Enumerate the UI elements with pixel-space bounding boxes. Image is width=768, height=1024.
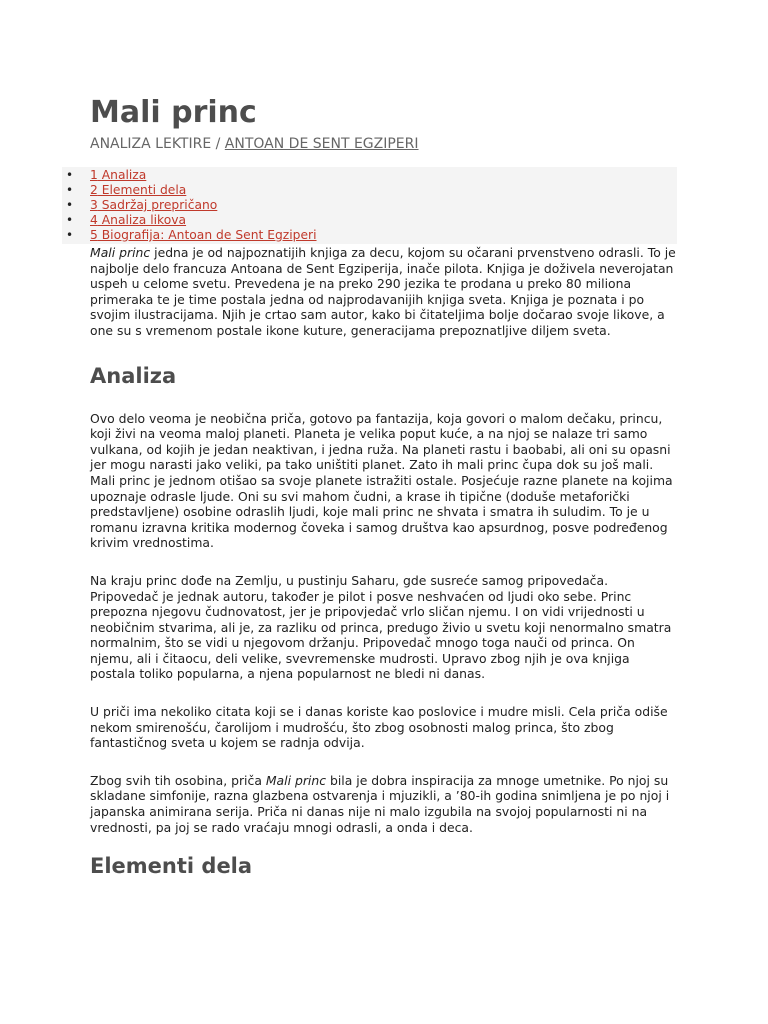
breadcrumb-separator: / xyxy=(211,136,225,152)
intro-paragraph: Mali princ jedna je od najpoznatijih knjiga za decu, kojom su očarani prvenstveno odrasli. To je najbolje delo francuza Antoana de Sent Egziperija, inače pilota. Knjiga je doživela neverojatan uspeh u celome svetu. Prevedena je na preko 290 jezika te prodana u preko 80 miliona primeraka te je time postala jedna od najprodavanijih knjiga sveta. Knjiga je poznata i po svojim ilustracijama. Njih je crtao sam autor, kako bi čitateljima bolje dočarao svoje likove, a one su s vremenom postale ikone kuture, generacijama prepoznatljive diljem sveta. xyxy=(90,245,676,338)
section-heading-elementi-dela: Elementi dela xyxy=(90,854,253,879)
analiza-paragraph-4: Zbog svih tih osobina, priča Mali princ bila je dobra inspiracija za mnoge umetnike. Po njoj su skladane simfonije, razna glazbena ostvarenja i mjuzikli, a ’80-ih godina snimljena je po njoj i japanska animirana serija. Priča ni danas nije ni malo izgubila na svojoj popularnosti ni na vrednosti, pa joj se rado vraćaju mnogi odrasli, a onda i deca. xyxy=(90,772,670,835)
toc-link-biografija[interactable]: 5 Biografija: Antoan de Sent Egziperi xyxy=(90,228,317,242)
analiza-paragraph-1: Ovo delo veoma je neobična priča, gotovo pa fantazija, koja govori o malom dečaku, princu, koji živi na veoma maloj planeti. Planeta je velika poput kuće, a na njoj se nalaze tri samo vulkana, od kojih je jedan neaktivan, i jedna ruža. Na planeti rastu i baobabi, ali oni su opasni jer mogu narasti jako veliki, pa tako uništiti planet. Zato ih mali princ čupa dok su još mali. Mali princ je jednom otišao sa svoje planete istražiti ostale. Posjećuje razne planete na kojima upoznaje odrasle ljude. Oni su svi mahom čudni, a krase ih tipične (doduše metaforički predstavljene) osobine odraslih ljudi, koje mali princ ne shvata i smatra ih suludim. To je u romanu izravna kritika modernog čoveka i samog društva kao apsurdnog, posve podređenog krivim vrednostima. xyxy=(90,410,673,551)
table-of-contents xyxy=(62,167,677,244)
bullet-icon: • xyxy=(66,168,74,182)
breadcrumb-category: ANALIZA LEKTIRE xyxy=(90,136,212,152)
section-heading-analiza: Analiza xyxy=(90,363,177,388)
toc-item xyxy=(66,168,677,183)
toc-link-analiza[interactable]: 1 Analiza xyxy=(90,168,147,182)
bullet-icon: • xyxy=(66,183,74,197)
toc-item xyxy=(66,198,677,213)
toc-item xyxy=(66,183,677,198)
bullet-icon: • xyxy=(66,228,74,242)
breadcrumb xyxy=(90,135,678,153)
toc-item xyxy=(66,228,677,243)
analiza-paragraph-3: U priči ima nekoliko citata koji se i danas koriste kao poslovice i mudre misli. Cela priča odiše nekom smirenošću, čarolijom i mudrošću, što zbog osobnosti malog princa, što zbog fantastičnog sveta u kojem se radnja odvija. xyxy=(90,704,668,751)
bullet-icon: • xyxy=(66,213,74,227)
toc-link-analiza-likova[interactable]: 4 Analiza likova xyxy=(90,213,187,227)
analiza-paragraph-2: Na kraju princ dođe na Zemlju, u pustinju Saharu, gde susreće samog pripovedača. Pripovedač je jednak autoru, također je pilot i posve neshvaćen od ljudi oko sebe. Princ prepozna njegovu čudnovatost, jer je pripovjedač vrlo sličan njemu. I on vidi vrijednosti u neobičnim stvarima, ali je, za razliku od princa, predugo živio u svetu koji nenormalno smatra normalnim, što se vidi u njegovom držanju. Pripovedač mnogo toga nauči od princa. On njemu, ali i čitaocu, deli velike, svevremenske mudrosti. Upravo zbog njih je ova knjiga postala toliko popularna, a njena popularnost ne bledi ni danas. xyxy=(90,572,672,682)
author-link[interactable]: ANTOAN DE SENT EGZIPERI xyxy=(224,136,419,152)
toc-item xyxy=(66,213,677,228)
toc-link-sadrzaj[interactable]: 3 Sadržaj prepričano xyxy=(90,198,218,212)
page-title: Mali princ xyxy=(90,95,257,130)
bullet-icon: • xyxy=(66,198,74,212)
toc-link-elementi-dela[interactable]: 2 Elementi dela xyxy=(90,183,187,197)
